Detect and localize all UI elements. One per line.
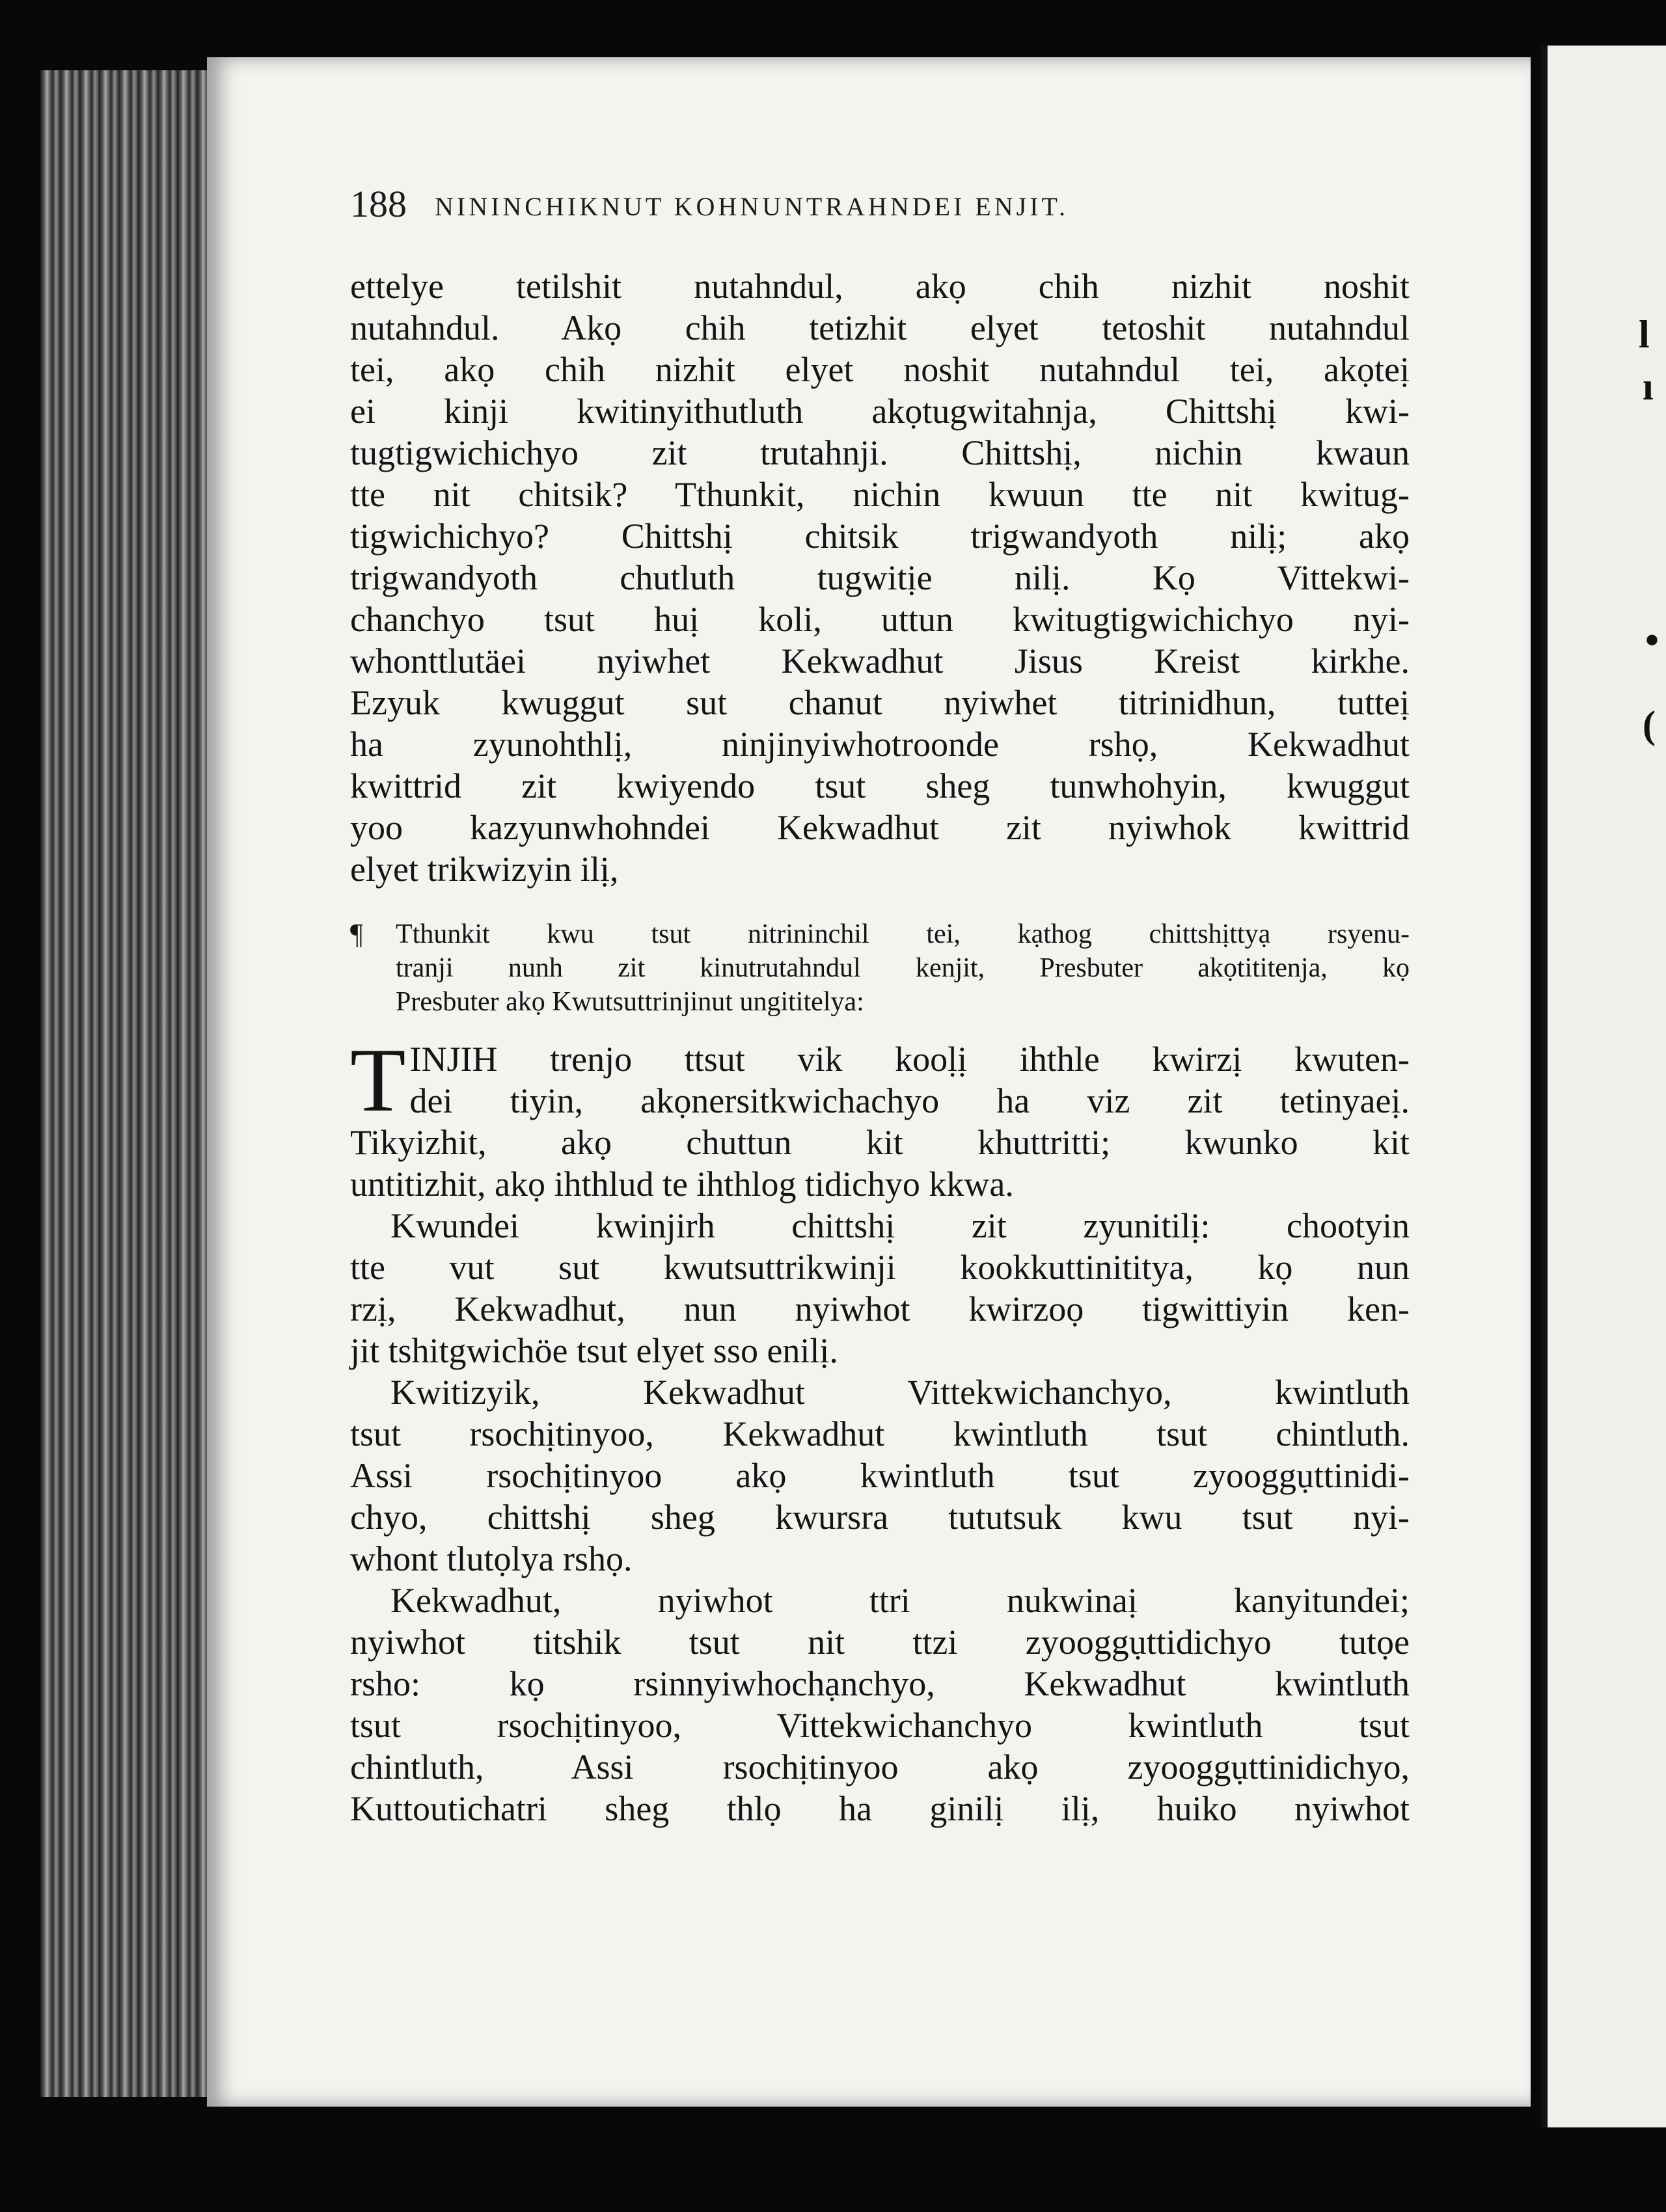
text-line: nyiwhot titshik tsut nit ttzi zyooggụttidichyo tutọe (350, 1623, 1410, 1662)
text-line: rzị, Kekwadhut, nun nyiwhot kwirzoọ tigwittiyin ken- (350, 1289, 1410, 1329)
text-line: trigwandyoth chutluth tugwitịe nilị. Kọ Vittekwi- (350, 558, 1410, 597)
page-header (350, 182, 1417, 234)
text-line: tei, akọ chih nizhit elyet noshit nutahndul tei, akọteị (350, 350, 1410, 389)
facing-page-mark: ı (1643, 365, 1654, 408)
book-page-edges (40, 70, 229, 2097)
text-line: dei tiyin, akọnersitkwichachyo ha viz zit tetinyaeị. (409, 1081, 1410, 1120)
text-line: tte vut sut kwutsuttrikwinji kookkuttinititya, kọ nun (350, 1248, 1410, 1287)
paragraph-3 (350, 1205, 1410, 1371)
rubric-instruction (350, 917, 1410, 1019)
text-line: whonttlutäei nyiwhet Kekwadhut Jisus Kreist kirkhe. (350, 641, 1410, 681)
text-line: tigwichichyo? Chittshị chitsik trigwandyoth nilị; akọ (350, 517, 1410, 556)
rubric-text: Tthunkit kwu tsut nitrininchil tei, kạthog chittshịttyạ rsyenu- (396, 919, 1410, 949)
facing-page-mark: ( (1643, 703, 1656, 746)
text-line: tsut rsochịtinyoo, Vittekwichanchyo kwintluth tsut (350, 1706, 1410, 1745)
text-line: tte nit chitsik? Tthunkit, nichin kwuun tte nit kwitug- (350, 475, 1410, 514)
text-line: chyo, chittshị sheg kwursra tututsuk kwu tsut nyi- (350, 1498, 1410, 1537)
text-line: Assi rsochịtinyoo akọ kwintluth tsut zyooggụttinidi- (350, 1456, 1410, 1495)
text-line: chanchyo tsut huị koli, uttun kwitugtigwichichyo nyi- (350, 600, 1410, 639)
rubric-line (350, 917, 1410, 951)
paragraph-5 (350, 1580, 1410, 1829)
text-line: ettelye tetilshit nutahndul, akọ chih nizhit noshit (350, 267, 1410, 306)
text-line: Kuttoutichatri sheg thlọ ha ginilị ilị, huiko nyiwhot (350, 1789, 1410, 1828)
facing-page-mark: l (1639, 313, 1650, 356)
text-line: yoo kazyunwhohndei Kekwadhut zit nyiwhok kwittrid (350, 808, 1410, 847)
text-line: Kwitizyik, Kekwadhut Vittekwichanchyo, kwintluth (390, 1373, 1410, 1412)
text-line: nutahndul. Akọ chih tetizhit elyet tetoshit nutahndul (350, 308, 1410, 347)
collect-paragraph (350, 1030, 1410, 1205)
text-line: ei kinji kwitinyithutluth akọtugwitahnja, Chittshị kwi- (350, 392, 1410, 431)
pilcrow-icon: ¶ (350, 918, 363, 950)
paragraph-4 (350, 1371, 1410, 1580)
rubric-line: Presbuter akọ Kwutsuttrinjinut ungititelya: (396, 987, 864, 1017)
text-line: kwittrid zit kwiyendo tsut sheg tunwhohyin, kwuggut (350, 766, 1410, 805)
facing-page-mark: • (1645, 619, 1659, 662)
paragraph-1 (350, 265, 1410, 890)
page-number: 188 (350, 183, 407, 225)
running-head: NININCHIKNUT KOHNUNTRAHNDEI ENJIT. (435, 192, 1069, 221)
text-line: untitizhit, akọ ihthlud te ihthlog tidichyo kkwa. (350, 1165, 1014, 1204)
book-page (207, 57, 1531, 2107)
drop-cap: T (350, 1030, 406, 1131)
text-line: elyet trikwizyin ilị, (350, 850, 619, 889)
text-line: Kekwadhut, nyiwhot ttri nukwinaị kanyitundei; (390, 1581, 1410, 1620)
rubric-line: tranji nunh zit kinutrutahndul kenjit, Presbuter akọtititenja, kọ (396, 953, 1410, 983)
facing-page-strip (1541, 46, 1666, 2127)
text-line: Ezyuk kwuggut sut chanut nyiwhet titrinidhun, tutteị (350, 683, 1410, 722)
page-gutter-line (1541, 46, 1548, 2127)
text-line: jit tshitgwichöe tsut elyet sso enilị. (350, 1331, 838, 1370)
text-line: INJIH trenjo ttsut vik kooḷị ihthle kwirzị kwuten- (409, 1040, 1410, 1079)
text-line: whont tlutọlya rshọ. (350, 1539, 633, 1578)
page-text (350, 265, 1410, 1829)
text-line: tugtigwichichyo zit trutahnji. Chittshị, nichin kwaun (350, 433, 1410, 472)
text-line: rsho: kọ rsinnyiwhochạnchyo, Kekwadhut kwintluth (350, 1664, 1410, 1703)
text-line: Kwundei kwinjirh chittshị zit zyunitilị: chootyin (390, 1206, 1410, 1245)
text-line: Tikyizhit, akọ chuttun kit khuttritti; kwunko kit (350, 1123, 1410, 1162)
text-line: ha zyunohthlị, ninjinyiwhotroonde rshọ, Kekwadhut (350, 725, 1410, 764)
text-line: tsut rsochịtinyoo, Kekwadhut kwintluth tsut chintluth. (350, 1414, 1410, 1453)
text-line: chintluth, Assi rsochịtinyoo akọ zyooggụttinidichyo, (350, 1747, 1410, 1787)
